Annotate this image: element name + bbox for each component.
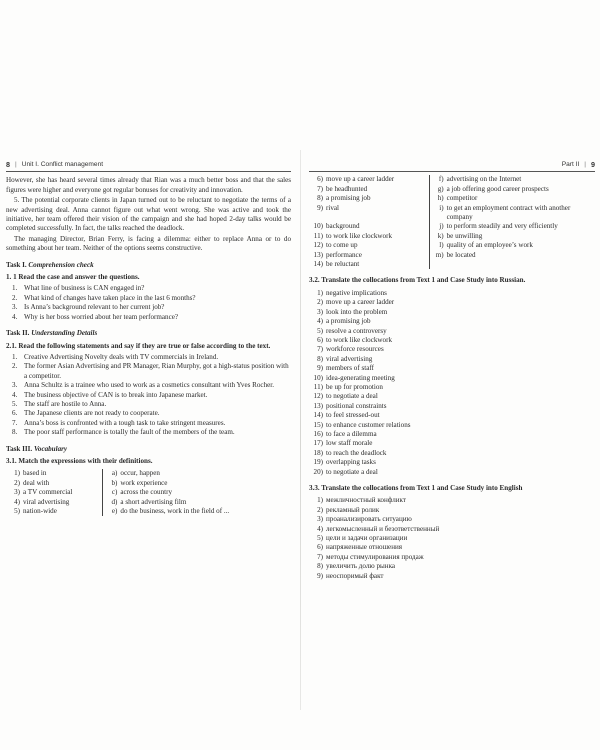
list-item [309, 525, 595, 534]
item-text: проанализировать ситуацию [326, 515, 412, 524]
right-page [309, 160, 595, 700]
item-text: work experience [120, 478, 168, 487]
running-head-divider: | [15, 161, 17, 168]
list-item [309, 364, 595, 373]
item-text: to work like clockwork [326, 231, 392, 240]
right-running-title: Part II [561, 161, 580, 168]
item-number: 10) [313, 222, 323, 231]
list-item [6, 400, 291, 409]
item-text: The poor staff performance is totally the fault of the members of the team. [24, 428, 235, 437]
item-number: 16) [313, 429, 323, 438]
item-text: idea-generating meeting [326, 373, 395, 382]
item-text: a promising job [326, 317, 371, 326]
item-text: to negotiate a deal [326, 467, 378, 476]
right-running-head [309, 160, 595, 172]
match-definition [432, 251, 593, 260]
item-number: 2) [317, 298, 323, 307]
matching-table-part-1 [6, 469, 291, 516]
item-number: 3) [14, 488, 20, 497]
match-expression [8, 507, 100, 516]
comprehension-questions [6, 284, 291, 322]
item-number: 20) [313, 467, 323, 476]
item-text: be reluctant [326, 260, 360, 269]
item-letter: j) [439, 222, 444, 231]
match-definition [432, 185, 593, 194]
item-number: 8) [317, 354, 323, 363]
item-text: move up a career ladder [326, 175, 395, 184]
item-number: 8. [12, 428, 18, 437]
item-text: to work like clockwork [326, 335, 392, 344]
item-text: Why is her boss worried about her team performance? [24, 312, 179, 321]
item-text: nation-wide [23, 507, 57, 515]
item-letter: i) [439, 203, 444, 212]
item-text: low staff morale [326, 439, 373, 448]
task-title: Understanding Details [31, 329, 98, 338]
item-number: 4. [12, 312, 18, 321]
item-text: across the country [120, 488, 173, 497]
match-expression [8, 479, 100, 488]
list-item [309, 289, 595, 298]
exercise-2-1-heading: 2.1. Read the following statements and say if they are true or false according to the text. [6, 341, 271, 350]
list-item [309, 449, 595, 458]
list-item [309, 383, 595, 392]
item-text: a promising job [326, 194, 371, 203]
definitions-column [429, 175, 595, 269]
match-definition [432, 175, 593, 184]
item-text: positional constraints [326, 401, 387, 410]
item-number: 3. [12, 303, 18, 312]
list-item [309, 572, 595, 581]
item-number: 1. [12, 352, 18, 361]
item-text: The business objective of CAN is to break into Japanese market. [24, 390, 208, 399]
item-number: 8) [317, 194, 323, 203]
list-item [309, 553, 595, 562]
item-text: to face a dilemma [326, 429, 377, 438]
item-number: 12) [313, 241, 323, 250]
task-3-heading [6, 445, 291, 454]
left-page-number: 8 [6, 160, 10, 169]
item-number: 2. [12, 293, 18, 302]
matching-table-part-2 [309, 175, 595, 269]
definitions-column [103, 469, 291, 516]
item-number: 9) [317, 364, 323, 373]
item-number: 14) [313, 260, 323, 269]
list-item [6, 409, 291, 418]
list-item [6, 353, 291, 362]
item-number: 4) [14, 497, 20, 506]
item-number: 6) [317, 543, 323, 552]
item-text: a TV commercial [23, 488, 73, 497]
item-text: to reach the deadlock [326, 448, 387, 457]
item-text: увеличить долю рынка [326, 562, 396, 571]
item-text: напряженные отношения [326, 543, 403, 552]
item-text: occur, happen [120, 469, 160, 478]
list-item [6, 294, 291, 303]
item-number: 1) [14, 469, 20, 478]
item-number: 5) [317, 534, 323, 543]
list-item [309, 562, 595, 571]
list-item [309, 543, 595, 552]
item-number: 3) [317, 307, 323, 316]
match-expression [8, 469, 100, 478]
item-number: 2) [317, 505, 323, 514]
item-text: based in [23, 469, 47, 478]
book-gutter [300, 150, 301, 710]
item-number: 14) [313, 411, 323, 420]
item-number: 7) [317, 552, 323, 561]
english-translation-list [309, 496, 595, 581]
item-number: 2) [14, 478, 20, 487]
item-text: viral advertising [326, 354, 373, 363]
match-definition [105, 498, 289, 507]
item-letter: h) [437, 194, 444, 203]
match-expression [311, 175, 427, 184]
exercise-1-1-heading: 1. 1 Read the case and answer the questions. [6, 273, 140, 282]
list-item [309, 327, 595, 336]
item-text: be up for promotion [326, 382, 383, 391]
item-letter: e) [111, 507, 118, 515]
item-text: межличностный конфликт [326, 496, 406, 505]
item-number: 4) [317, 317, 323, 326]
list-item [309, 308, 595, 317]
exercise-3-1-heading: 3.1. Match the expressions with their definitions. [6, 456, 153, 465]
item-text: be headhunted [326, 184, 368, 193]
item-text: a job offering good career prospects [446, 184, 549, 193]
item-text: resolve a controversy [326, 326, 387, 335]
task-label: Task III. [6, 444, 33, 453]
item-text: advertising on the Internet [446, 175, 522, 184]
item-number: 5) [317, 326, 323, 335]
list-item [309, 439, 595, 448]
item-text: Anna’s boss is confronted with a tough task to take stringent measures. [24, 418, 226, 427]
item-number: 8) [317, 562, 323, 571]
item-number: 18) [313, 448, 323, 457]
item-text: competitor [446, 194, 478, 203]
item-number: 4) [317, 524, 323, 533]
item-text: be located [446, 250, 476, 259]
item-number: 11) [313, 382, 323, 391]
item-text: background [326, 222, 360, 231]
paragraph: However, she has heard several times already that Rian was a much better boss and that the sales figures were higher and everyone got regular bonuses for creativity and innovation. [6, 176, 291, 194]
item-number: 11) [313, 231, 323, 240]
match-definition [105, 507, 289, 516]
left-running-title: Unit I. Conflict management [21, 161, 104, 168]
match-definition [432, 204, 593, 223]
list-item [6, 419, 291, 428]
task-title: Vocabulary [33, 444, 68, 453]
list-item [309, 336, 595, 345]
match-expression [311, 241, 427, 250]
item-text: Anna Schultz is a trainee who used to work as a cosmetics consultant with Yves Rocher. [24, 381, 275, 390]
item-text: members of staff [326, 364, 374, 373]
item-letter: c) [111, 488, 118, 497]
item-number: 15) [313, 420, 323, 429]
match-definition [105, 469, 289, 478]
list-item [6, 284, 291, 293]
item-number: 12) [313, 392, 323, 401]
item-number: 5) [14, 507, 20, 515]
item-text: The staff are hostile to Anna. [24, 399, 107, 408]
item-text: The Japanese clients are not ready to cooperate. [24, 409, 160, 418]
item-number: 3) [317, 515, 323, 524]
list-item [309, 298, 595, 307]
list-item [309, 515, 595, 524]
match-expression [311, 185, 427, 194]
item-number: 6. [12, 409, 18, 418]
list-item [6, 362, 291, 381]
item-text: negative implications [326, 288, 387, 297]
list-item [309, 421, 595, 430]
paragraph: The managing Director, Brian Ferry, is facing a dilemma: either to replace Anna or to do something about her team. Neither of the options seems constructive. [6, 234, 291, 253]
list-item [6, 313, 291, 322]
list-item [309, 345, 595, 354]
true-false-statements [6, 353, 291, 438]
list-item [309, 458, 595, 467]
item-text: a short advertising film [120, 497, 187, 506]
task-1-heading [6, 261, 291, 270]
item-text: What line of business is CAN engaged in? [24, 284, 145, 293]
match-definition [105, 488, 289, 497]
item-letter: b) [111, 478, 118, 487]
item-letter: f) [438, 175, 444, 184]
task-title: Comprehension check [28, 260, 94, 269]
item-number: 7) [317, 345, 323, 354]
exercise-3-3-heading: 3.3. Translate the collocations from Text 1 and Case Study into English [309, 484, 523, 492]
item-number: 13) [313, 250, 323, 259]
item-number: 10) [313, 373, 323, 382]
list-item [309, 392, 595, 401]
item-number: 13) [313, 401, 323, 410]
item-number: 9) [317, 203, 323, 212]
item-number: 4. [12, 390, 18, 399]
task-label: Task I. [6, 260, 27, 269]
item-text: What kind of changes have taken place in the last 6 months? [24, 293, 196, 302]
list-item [309, 430, 595, 439]
item-text: quality of an employee’s work [446, 241, 533, 250]
match-expression [311, 194, 427, 203]
match-expression [8, 488, 100, 497]
item-text: do the business, work in the field of ... [120, 507, 230, 515]
item-text: to get an employment contract with another company [446, 203, 571, 222]
item-text: методы стимулирования продаж [326, 552, 424, 561]
item-text: легкомысленный и безответственный [326, 524, 440, 533]
item-text: Creative Advertising Novelty deals with TV commercials in Ireland. [24, 352, 219, 361]
match-definition [432, 232, 593, 241]
paragraph: 5. The potential corporate clients in Japan turned out to be reluctant to negotiate the terms of a new advertising deal. Anna cannot figure out what went wrong. She was active and took the initiative, her team offered their vision of the campaign and she had hoped 2-day talks would be completed successfully. In fact, the talks reached the deadlock. [6, 196, 291, 233]
left-page [6, 160, 291, 700]
item-text: to negotiate a deal [326, 392, 378, 401]
list-item [6, 381, 291, 390]
item-text: move up a career ladder [326, 298, 395, 307]
task-2-heading [6, 329, 291, 338]
item-letter: g) [437, 184, 444, 193]
item-number: 9) [317, 571, 323, 580]
item-text: performance [326, 250, 362, 259]
item-text: Is Anna’s background relevant to her current job? [24, 303, 165, 312]
list-item [309, 402, 595, 411]
match-definition [432, 222, 593, 231]
expressions-column [6, 469, 103, 516]
left-running-head [6, 160, 291, 172]
item-text: viral advertising [23, 497, 70, 506]
russian-translation-list [309, 289, 595, 477]
item-text: цели и задачи организации [326, 534, 408, 543]
item-number: 1) [317, 496, 323, 505]
item-number: 1. [12, 284, 18, 293]
match-expression [311, 251, 427, 260]
exercise-3-2-heading: 3.2. Translate the collocations from Text 1 and Case Study into Russian. [309, 276, 526, 285]
right-page-number: 9 [591, 160, 595, 169]
list-item [309, 411, 595, 420]
item-text: look into the problem [326, 307, 388, 316]
item-text: неоспоримый факт [326, 571, 384, 580]
list-item [6, 428, 291, 437]
item-text: to come up [326, 241, 358, 250]
item-text: deal with [23, 478, 50, 487]
match-expression [311, 222, 427, 231]
item-number: 2. [12, 362, 18, 371]
item-number: 3. [12, 381, 18, 390]
item-number: 6) [317, 335, 323, 344]
item-text: to feel stressed-out [326, 411, 380, 420]
match-expression [311, 232, 427, 241]
list-item [309, 374, 595, 383]
item-number: 17) [313, 439, 323, 448]
running-head-divider: | [584, 161, 586, 168]
match-expression [311, 260, 427, 269]
list-item [309, 355, 595, 364]
item-text: The former Asian Advertising and PR Manager, Rian Murphy, got a high-status position with a competitor. [24, 362, 289, 380]
item-text: рекламный ролик [326, 505, 380, 514]
item-letter: k) [437, 231, 444, 240]
item-number: 6) [317, 175, 323, 184]
list-item [309, 468, 595, 477]
item-text: to enhance customer relations [326, 420, 411, 429]
item-text: be unwilling [446, 231, 483, 240]
list-item [309, 506, 595, 515]
list-item [6, 391, 291, 400]
item-number: 19) [313, 458, 323, 467]
match-definition [105, 479, 289, 488]
item-text: to perform steadily and very efficiently [446, 222, 558, 231]
item-text: rival [326, 203, 339, 212]
item-letter: m) [435, 250, 444, 259]
match-expression [8, 498, 100, 507]
item-number: 5. [12, 399, 18, 408]
item-letter: d) [111, 497, 118, 506]
list-item [309, 496, 595, 505]
match-spacer [311, 213, 427, 222]
list-item [309, 317, 595, 326]
item-letter: l) [439, 241, 444, 250]
item-letter: a) [111, 469, 118, 478]
match-definition [432, 241, 593, 250]
item-number: 1) [317, 288, 323, 297]
match-definition [432, 194, 593, 203]
match-expression [311, 204, 427, 213]
expressions-column [309, 175, 429, 269]
task-label: Task II. [6, 329, 30, 338]
item-text: overlapping tasks [326, 458, 376, 467]
item-number: 7. [12, 418, 18, 427]
list-item [309, 534, 595, 543]
list-item [6, 303, 291, 312]
item-number: 7) [317, 184, 323, 193]
item-text: workforce resources [326, 345, 384, 354]
